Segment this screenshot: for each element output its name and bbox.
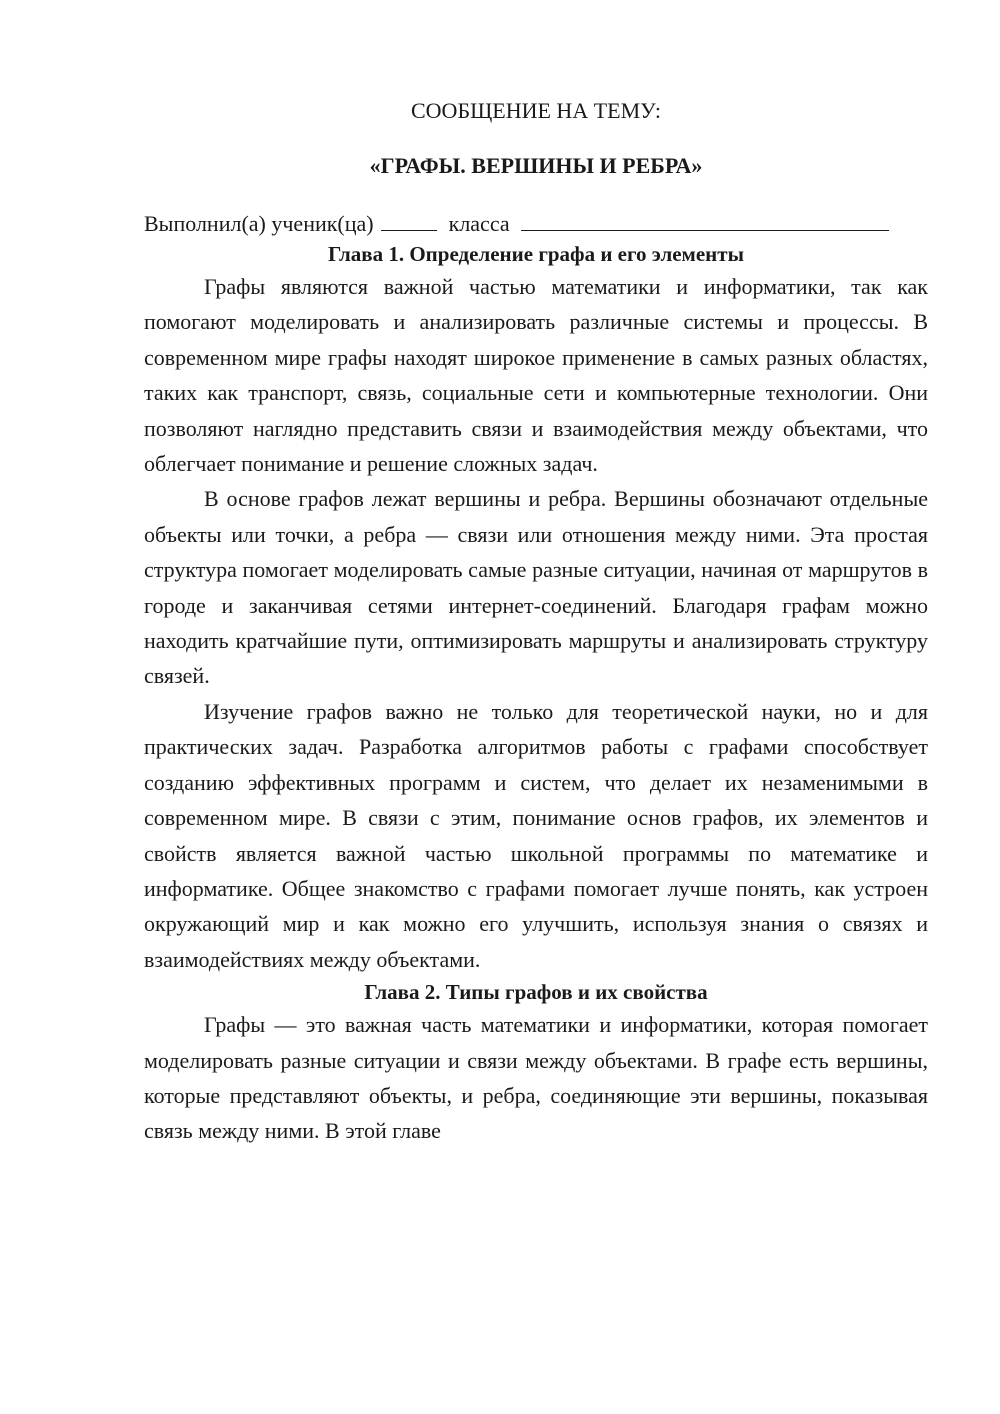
author-line	[144, 208, 928, 239]
document-heading-line-1: СООБЩЕНИЕ НА ТЕМУ:	[411, 98, 661, 123]
chapter-2-paragraph-1: Графы — это важная часть математики и информатики, которая помогает моделировать разные ситуации и связи между объектами. В графе есть вершины, которые представляют объекты, и ребра, соединяющие эти вершины, показывая связь между ними. В этой главе	[144, 1012, 928, 1144]
class-label: класса	[448, 211, 510, 236]
document-title: «ГРАФЫ. ВЕРШИНЫ И РЕБРА»	[369, 153, 703, 178]
chapter-2-heading: Глава 2. Типы графов и их свойства	[364, 980, 708, 1005]
name-blank[interactable]	[521, 208, 889, 231]
document-page	[144, 88, 928, 1149]
chapter-1-paragraph-1: Графы являются важной частью математики и информатики, так как помогают моделировать и анализировать различные системы и процессы. В современном мире графы находят широкое применение в самых разных областях, таких как транспорт, связь, социальные сети и компьютерные технологии. Они позволяют наглядно представить связи и взаимодействия между объектами, что облегчает понимание и решение сложных задач.	[144, 274, 928, 477]
chapter-1-heading: Глава 1. Определение графа и его элементы	[327, 242, 744, 266]
grade-blank[interactable]	[381, 208, 437, 231]
chapter-1-paragraph-2: В основе графов лежат вершины и ребра. Вершины обозначают отдельные объекты или точки, а ребра — связи или отношения между ними. Эта простая структура помогает моделировать самые разные ситуации, начиная от маршрутов в городе и заканчивая сетями интернет-соединений. Благодаря графам можно находить кратчайшие пути, оптимизировать маршруты и анализировать структуру связей.	[144, 486, 928, 689]
chapter-1-paragraph-3: Изучение графов важно не только для теоретической науки, но и для практических задач. Разработка алгоритмов работы с графами способствует созданию эффективных программ и систем, что делает их незаменимыми в современном мире. В связи с этим, понимание основ графов, их элементов и свойств является важной частью школьной программы по математике и информатике. Общее знакомство с графами помогает лучше понять, как устроен окружающий мир и как можно его улучшить, используя знания о связях и взаимодействиях между объектами.	[144, 698, 928, 972]
author-prefix: Выполнил(а) ученик(ца)	[144, 211, 374, 236]
